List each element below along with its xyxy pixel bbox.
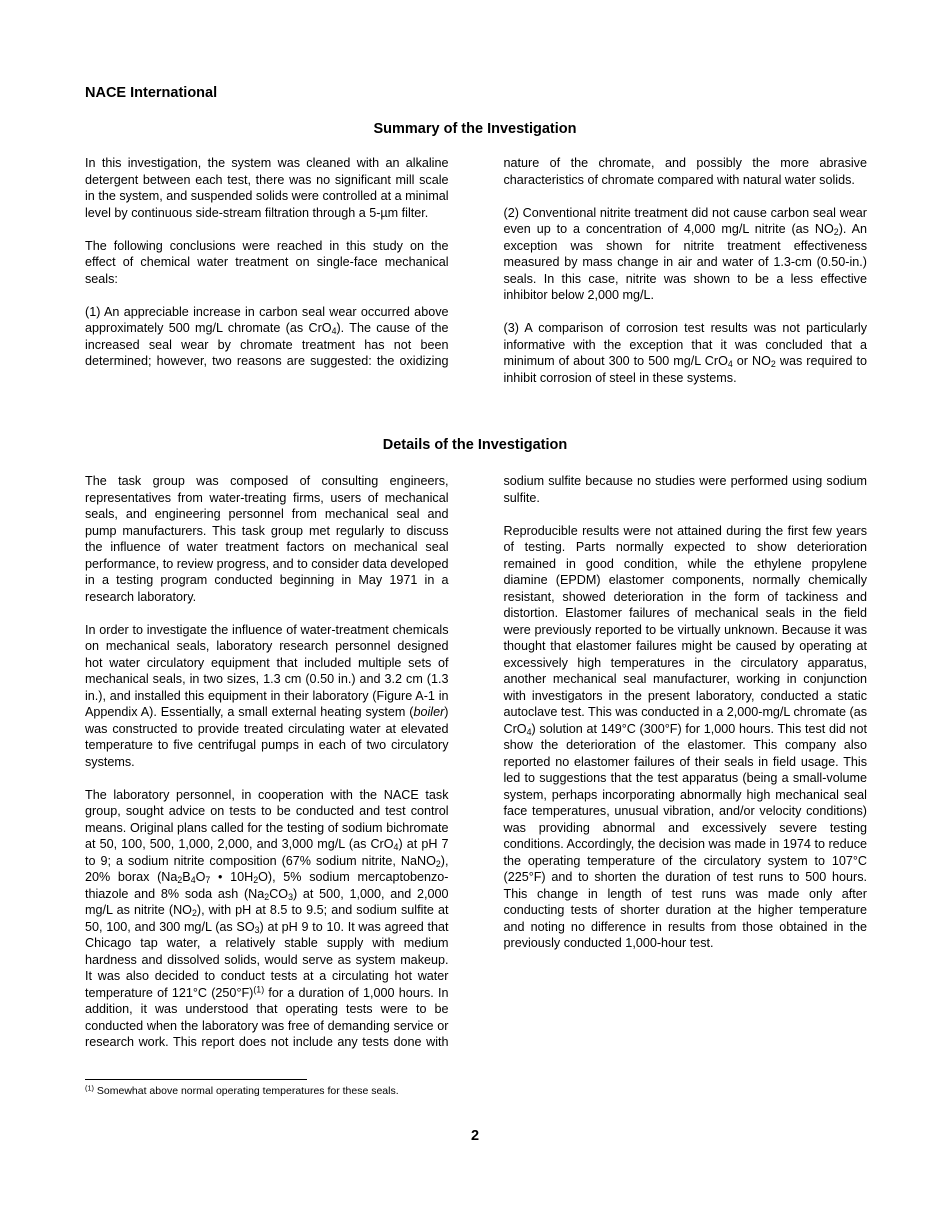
summary-body	[85, 155, 867, 405]
footnote: $^{(1)}$ Somewhat above normal operating temperatures for these seals.	[85, 1083, 399, 1097]
summary-paragraph: (3) A comparison of corrosion test results was not particularly informative with the exception that it was concluded that a minimum of about 300 to 500 mg/L CrO$_4$ or $NO_2$ was required to inhibit corrosion of steel in these systems.	[503, 321, 867, 385]
summary-paragraph: (2) Conventional nitrite treatment did not cause carbon seal wear even up to a concentration of 4,000 mg/L nitrite (as $NO_2$). An exception was shown for nitrite treatment effectiveness measured by mass change in air and water of 1.3-cm (0.50-in.) seals. In this case, nitrite was shown to be a less effective inhibitor below 2,000 mg/L.	[503, 205, 867, 302]
footnote-reference: (1)	[253, 984, 265, 995]
summary-paragraph: The following conclusions were reached in this study on the effect of chemical water treatment on single-face mechanical seals:	[85, 238, 449, 286]
page-number: 2	[470, 1128, 480, 1144]
summary-paragraph: In this investigation, the system was cleaned with an alkaline detergent between each test, there was no significant mill scale in the system, and suspended solids were controlled at a minimal level by continuous side-stream filtration through a 5-µm filter.	[85, 156, 449, 220]
document-header: NACE International	[85, 85, 218, 101]
footnote-divider	[85, 1079, 307, 1080]
details-paragraph: The laboratory personnel, in cooperation with the NACE task group, sought advice on tests to be conducted and test control means. Original plans called for the testing of sodium bichromate at 50, 100, 500, 1,000, 2,000, and 3,000 mg/L (as CrO$_4$) at pH 7 to 9; a sodium nitrite composition (67% sodium nitrite, NaNO$_2$), 20% borax ($Na_2B_4O_7$ • $10H_2O$), 5% sodium mercaptobenzo-thiazole and 8% soda ash $(Na_2CO_3)$ at 500, 1,000, and 2,000 mg/L as nitrite $(NO_2)$, with pH at 8.5 to 9.5; and sodium sulfite at 50, 100, and 300 mg/L (as $SO_3$) at pH 9 to 10. It was agreed that Chicago tap water, a relatively stable supply with medium hardness and dissolved solids, would serve as system makeup. It was also decided to conduct tests at a circulating hot water temperature of 121°C $(250^\circ F)^{(1)}$ for a duration of 1,000 hours. In addition, it was understood that operating tests were to be conducted when the laboratory was free of demanding service or research work. This report does not include any tests done with sodium sulfite because no studies were performed using sodium sulfite.	[85, 474, 867, 1049]
summary-title: Summary of the Investigation	[373, 121, 577, 137]
summary-paragraph: (1) An appreciable increase in carbon seal wear occurred above approximately 500 mg/L chromate (as CrO$_4$). The cause of the increased seal wear by chromate treatment has not been determined; however, two reasons are suggested: the oxidizing nature of the chromate, and possibly the more abrasive characteristics of chromate compared with natural water solids.	[85, 156, 867, 368]
details-paragraph: In order to investigate the influence of water-treatment chemicals on mechanical seals, laboratory research personnel designed hot water circulatory equipment that included multiple sets of mechanical seals, in two sizes, 1.3 cm (0.50 in.) and 3.2 cm (1.3 in.), and installed this equipment in their laboratory (Figure A-1 in Appendix A). Essentially, a small external heating system (boiler) was constructed to provide treated circulating water at elevated temperature to five centrifugal pumps in each of two circulatory systems.	[85, 622, 449, 769]
details-paragraph: The task group was composed of consulting engineers, representatives from water-treating firms, users of mechanical seals, and engineering personnel from mechanical seal and pump manufacturers. This task group met regularly to discuss the influence of water treatment factors on mechanical seal performance, to review progress, and to consider data developed in a testing program conducted beginning in May 1971 in a research laboratory.	[85, 474, 449, 604]
details-body	[85, 473, 867, 1068]
details-title: Details of the Investigation	[382, 437, 568, 453]
details-paragraph: Reproducible results were not attained during the first few years of testing. Parts normally expected to show deterioration remained in good condition, while the ethylene propylene diamine (EPDM) elastomer components, normally chemically resistant, showed deterioration in the form of tackiness and distortion. Elastomer failures of mechanical seals in the field were previously reported to be virtually unknown. Because it was thought that elastomer failures might be caused by operating at excessively high temperatures in the circulatory apparatus, another mechanical seal manufacturer, working in conjunction with investigators in the present laboratory, conducted a static autoclave test. This was conducted in a 2,000-mg/L chromate (as CrO$_4$) solution at 149°C (300°F) for 1,000 hours. This test did not show the deterioration of the elastomer. This company also reported no elastomer failures of their seals in field usage. This led to suggestions that the test apparatus (being a small-volume system, perhaps incorporating abnormally high mechanical seal face temperatures, unusual vibration, and/or velocity conditions) was providing abnormal and excessively severe testing conditions. Accordingly, the decision was made in 1974 to reduce the operating temperature of the circulatory system to 107°C (225°F) and to shorten the duration of test runs to 500 hours. This change in length of test runs was made only after conducting tests of shorter duration at the higher temperature and noting no difference in results from those obtained in the previously conducted 1,000-hour test.	[503, 523, 867, 950]
